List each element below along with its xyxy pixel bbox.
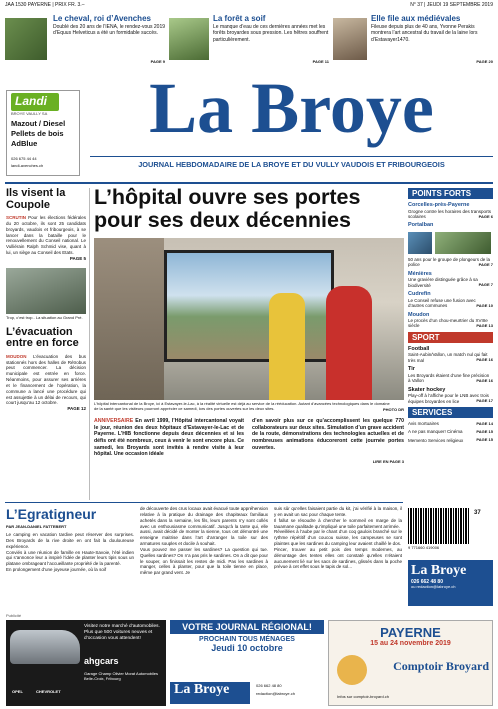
photo-credit: PHOTO DR <box>382 407 404 412</box>
brand-phone: 026 662 48 80 <box>411 579 443 585</box>
landi-line: Mazout / Diesel <box>11 119 66 128</box>
teaser-title: La forêt a soif <box>213 14 266 23</box>
journal-ad[interactable] <box>170 620 324 706</box>
lead-headline: L’hôpital ouvre ses portes pour ses deux décennies <box>94 185 361 232</box>
teaser-page: PAGE 9 <box>150 59 165 64</box>
journal-ad-brand: La Broye <box>170 682 250 704</box>
story-page: PAGE 12 <box>67 406 86 412</box>
story-title: Ils visent la Coupole <box>6 187 66 211</box>
services-header: SERVICES <box>408 407 493 418</box>
sidebar-item[interactable]: Cudrefin Le Conseil refuse une fusion avec d’autres communes PAGE 10 <box>408 291 493 309</box>
service-item[interactable]: Memento Services religieux PAGE 15 <box>408 437 493 443</box>
comptoir-ad[interactable] <box>328 620 493 706</box>
points-forts-header: POINTS FORTS <box>408 188 493 199</box>
masthead-title: La Broye <box>149 68 434 148</box>
story-text: Pour les élections fédérales du 20 octobre, ils sont 25 candidats broyards, vaudois et fribourgeois, à se lancer dans la bataille pour le renouvellement du Conseil national. Le Vulliérain Ralph Schmid vise, quant à lui, un siège au Conseil des Etats. <box>6 215 86 256</box>
car-ad[interactable] <box>6 620 166 706</box>
teaser-text: Fileuse depuis plus de 40 ans, Yvonne Perakis montrera l’art ancestral du travail de la laine lors d’Estavayer1470. <box>371 24 478 43</box>
sidebar-item[interactable]: Skater hockey Play-off à l’affiche pour le LNB avec trois équipes broyardes en lice PAGE 17 <box>408 386 493 404</box>
landi-sub: BROYE VAULLY SA <box>11 111 48 116</box>
car-ad-text: Visitez notre marché d’automobiles. Plus que 500 voitures neuves et d’occasion vous attendent! <box>84 624 160 641</box>
lead-body-1: ANNIVERSAIRE En avril 1999, l’Hôpital intercantonal voyait le jour, réunion des deux hôpitaux d’Estavayer-le-Lac et de Payerne. L’HIB fonctionne depuis deux décennies et si les défis ont été nombreux, ceux à venir le sont encore plus. Ce samedi, les Broyards sont invités à rendre visite à leur hôpital. Une occasion idéale <box>94 418 244 458</box>
column-text-3: suis sûr qu’elles faisaient partie du kit, j’ai vérifié à la maison, il y en avait un sac pour chaque tente. Il fallut se résoudre à chercher le sommeil en marge de la tauamane qualitade qu’impliqué une toile parfaitement arrimée. Réveillées à l’aube par le chant d’un coq gaulois branché sur le rythme répétitif d’un coucou suisse, les campeuses se sont plaintes que les sardines du camping leur avaient chaillé le dos. Pincer, trouver au petit pois des temps modernes, au démontage des tentes elles ont constaté qu’elles n’étaient aucunement lié sur les sacs de sardines, glissés dans la poche prévue à cet effet sous le tapis de sol... <box>274 506 402 570</box>
car-ad-brand: ahgcars <box>84 656 119 666</box>
column-text-2: de découverte des crus locaux avait évacué toute appréhension relative à la pratique du drainage des chapiteaux familiaux achetés dans la semaine, les fils, leurs parents n’y sont collés avec un enthousiasme communicatif. Jusqu’à la tante qui, elle aussi, avait décidé de monter la sienne, tous ont démontré une enseigne maitrise dans l’art d’arranger la toile sur des armatures souples et docile à souhait. Vous pouvez me passer les sardines? La question qui tue. Quelles sardines? On n’a pas pris le sardines. On a dit que pour le souper, on finissait les restes de midi. Pas les sardines à manger, celles à planter, pour que la toile tienne en place, même par grand vent. Je <box>140 506 268 576</box>
column-text-1: Le camping en vacation tardive peut réserver des surprises. Des Broyards de la rive droite en ont fait la douloureuse expérience. Conviés à une réunion de famille en Haute-Savoie, l’été indien qui s’annonce leur a inspiré l’idée de planter leurs tipis sous un platane ombrageant l’accueillante propriété de la parenté. En prolongement d’une joyeuse journée, où la soif <box>6 532 134 573</box>
landi-web: landi-avenches.ch <box>11 163 44 168</box>
teaser-text: Doublé des 20 ans de l’IENA, le rendez-vous 2019 d’Equus Helveticus a été un formidable succès. <box>53 24 166 37</box>
masthead-subtitle: JOURNAL HEBDOMADAIRE DE LA BROYE ET DU VULLY VAUDOIS ET FRIBOURGEOIS <box>138 160 445 169</box>
teaser-item[interactable] <box>5 14 165 64</box>
journal-ad-date: Jeudi 10 octobre <box>211 643 283 653</box>
column-title: L’Egratigneur <box>6 506 97 522</box>
issue-date: N° 37 | JEUDI 19 SEPTEMBRE 2019 <box>410 2 493 8</box>
chevrolet-logo: CHEVROLET <box>36 689 61 694</box>
horse-photo <box>5 18 47 60</box>
teaser-page: PAGE 11 <box>312 59 329 64</box>
sidebar <box>408 188 493 500</box>
sidebar-item[interactable]: Tir Les Broyards étaient d’une fine précision à Vallon PAGE 16 <box>408 366 493 384</box>
price-line: JAA 1530 PAYERNE | PRIX FR. 3.– <box>5 2 85 8</box>
landi-logo: Landi <box>11 93 59 111</box>
story-kicker: SCRUTIN <box>6 215 26 221</box>
diver-photo <box>408 232 432 254</box>
car-image <box>10 630 80 664</box>
lead-kicker: ANNIVERSAIRE <box>94 418 134 424</box>
therapist-figure <box>326 286 372 400</box>
header-rule <box>5 182 493 184</box>
landi-phone: 026 675 44 44 <box>11 156 37 161</box>
patient-figure <box>269 293 305 400</box>
lead-story <box>94 186 404 500</box>
teaser-item[interactable] <box>169 14 329 64</box>
opel-logo: OPEL <box>12 689 23 694</box>
column-author: PAR JEAN-DANIEL FATTEBERT <box>6 524 67 529</box>
masthead-rule <box>90 156 493 157</box>
sidebar-item[interactable]: Corcelles-près-Payerne Grogne contre les horaires des transports scolaires PAGE 6 <box>408 202 493 219</box>
car-ad-sub: Garage Champ Olivier Morat Automobiles Belle-Croix, Fribourg <box>84 671 159 681</box>
journal-ad-line: PROCHAIN TOUS MÉNAGES <box>199 636 295 643</box>
sport-header: SPORT <box>408 332 493 343</box>
sidebar-item[interactable]: Portalban <box>408 222 434 229</box>
top-bar <box>5 2 493 10</box>
landi-line: AdBlue <box>11 138 38 148</box>
comptoir-mascot-icon <box>337 655 367 685</box>
journal-ad-headline: VOTRE JOURNAL RÉGIONAL! <box>170 620 324 634</box>
photo-caption: Trop, c’est trop.. La situation au Grand Pré. <box>6 314 83 320</box>
service-item[interactable]: Avis mortuaires PAGE 14 <box>408 420 493 426</box>
lead-more[interactable]: LIRE EN PAGE 3 <box>372 459 404 464</box>
issue-number: 37 <box>474 510 481 516</box>
story-text: L’évacuation des bus stationnés hors des halles de Rétrobus peut commencer. La décision municipale est entrée en force. Néanmoins, pour assurer ses arrières et le financement de l’opération, la commune a lancé une procédure qui est assujettie à un délai de recours, qui court jusqu’au 12 octobre. <box>6 353 86 406</box>
forest-photo <box>169 18 209 60</box>
sidebar-item[interactable]: Moudon Le procès d’un chou-meurtrier du XVIIIe siècle PAGE 13 <box>408 311 493 329</box>
section-rule <box>5 502 403 503</box>
vr-screen <box>164 250 334 362</box>
buses-photo <box>6 268 86 314</box>
brand-email: ou redaction@labroye.ch <box>411 584 456 590</box>
comptoir-info: Infos sur comptoir-broyard.ch <box>337 694 390 699</box>
sidebar-item[interactable]: 50 ans pour le groupe de plongeurs de la police PAGE 7 <box>408 256 493 268</box>
left-column <box>6 188 86 498</box>
barcode <box>408 508 470 544</box>
story-kicker: MOUDON <box>6 353 27 359</box>
gravel-photo <box>435 232 491 254</box>
barcode-box <box>408 508 493 554</box>
landi-line: Pellets de bois <box>11 128 64 138</box>
story-title: L’évacuation entre en force <box>6 325 79 350</box>
photo-wall <box>94 238 164 400</box>
sidebar-item[interactable]: Football Saint-Aubin/Vallon, un match nul qui fait très mal PAGE 16 <box>408 345 493 363</box>
lead-body-2: d’en savoir plus sur ce qu’accomplissent les quelque 770 collaborateurs sur deux sites. Simulation d’un grave accident de la route, démonstrations des technologies actuelles et de nombreuses animations éducoreront cette journée portes ouvertes. <box>252 418 404 451</box>
col-divider <box>89 188 90 500</box>
journal-ad-phone: 026 662 48 80 <box>256 683 282 688</box>
lead-photo <box>94 238 404 400</box>
teaser-title: Le cheval, roi d’Avenches <box>53 14 151 23</box>
sidebar-item[interactable]: Ménières Une gravière distinguée grâce à sa biodiversité PAGE 7 <box>408 270 493 288</box>
barcode-number: 9 771660 419006 <box>408 545 440 550</box>
brand-box[interactable] <box>408 560 493 606</box>
story-page: PAGE 5 <box>69 256 86 261</box>
teaser-item[interactable] <box>333 14 493 64</box>
column-egratigneur <box>6 506 404 614</box>
ad-credit: Publicité <box>6 613 22 618</box>
comptoir-dates: 15 au 24 novembre 2019 <box>370 640 451 647</box>
masthead <box>90 68 493 164</box>
lead-caption: L’hôpital intercantonal de la Broye, ici à Estavayer-le-Lac, à la réalité virtuelle est déjà au service de la rééducation. Autant d’avancées technologiques dans le domaine de la santé que les visiteurs pourront apprécier ce samedi, lors des portes ouvertes sur les deux sites. <box>94 401 390 411</box>
teaser-text: Le manque d’eau de ces dernières années met les forêts broyardes sous pression. Les hêtres souffrent particulièrement. <box>213 24 329 43</box>
teaser-strip <box>5 14 493 64</box>
journal-ad-email: redaction@labroye.ch <box>256 691 295 696</box>
spinner-photo <box>333 18 367 60</box>
brand-name: La Broye <box>411 563 467 578</box>
comptoir-brand: Comptoir Broyard <box>393 659 489 673</box>
service-item[interactable]: A ne pas manquer! Cinéma PAGE 15 <box>408 428 493 435</box>
comptoir-city: PAYERNE <box>380 625 441 640</box>
teaser-title: Elle file aux médiévales <box>371 14 461 23</box>
landi-ad[interactable] <box>6 90 80 176</box>
teaser-page: PAGE 20 <box>476 59 493 64</box>
